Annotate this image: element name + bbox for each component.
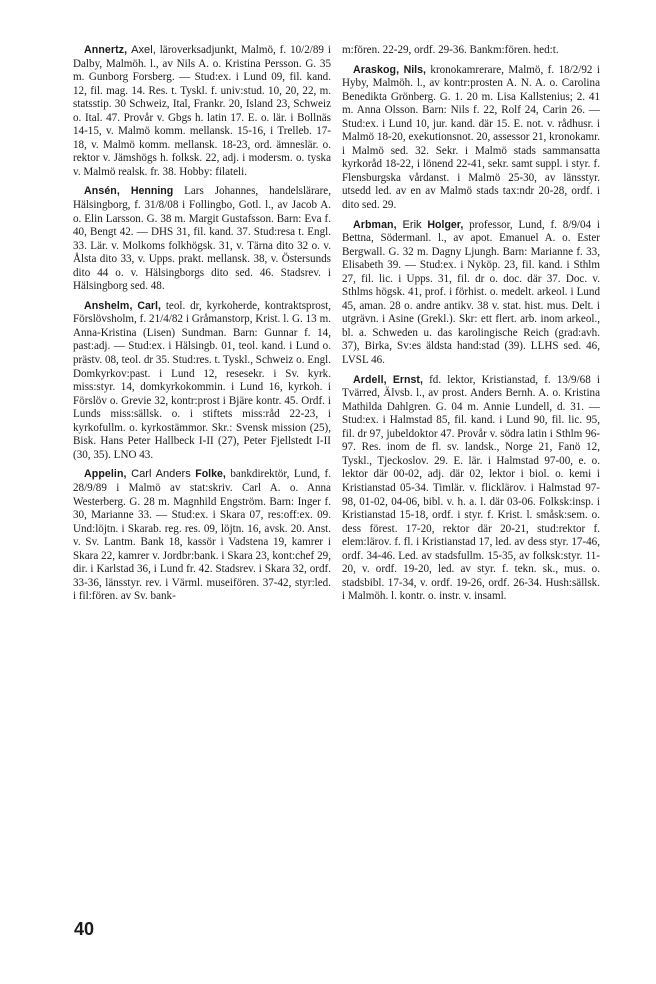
right-column (342, 44, 600, 610)
left-column (73, 44, 331, 610)
entry-bold-given: Carl, (137, 299, 161, 312)
entry-ardell (342, 374, 600, 604)
entry-bold-given: Henning (130, 185, 174, 198)
entry-arbman (342, 219, 600, 368)
entry-surname: Ardell, (353, 373, 387, 386)
entry-text: kronokamrerare, Malmö, f. 18/2/92 i Hyby, Malmöh. l., av kontr:prosten A. N. A. o. Carolina Benedikta Grönberg. G. 1. 20 m. Lisa Kallstenius; 2. 41 m. Anna Olsson. Barn: Nils f. 22, Rolf 24, Carin 26. — Stud:ex. i Lund 10, jur. kand. där 15. E. not. v. rådhusr. i Malmö 18-20, exekutionsnot. 20, assessor 21, kronokamr. i Malmö sed. 32. Sekr. i Malmö stads sammansatta kyrkoråd 18-22, i lönend 22-41, sekr. samt suppl. i styr. f. Flensburgska vårdanst. i Malmö 25-30, av länsstyr. utsedd led. av en av Malmö stads tax:ndr 20-28, ordf. i dito sed. 29. (342, 63, 600, 212)
entry-text: teol. dr, kyrkoherde, kontraktsprost, Förslövsholm, f. 21/4/82 i Gråmanstorp, Krist. l. G. 13 m. Anna-Kristina (Lisen) Sundman. Barn: Gunnar f. 14, past:adj. — Stud:ex. i Hälsingb. 01, teol. kand. i Lund o. prästv. 08, teol. dr 35. Stud:res. t. Tyskl., Schweiz o. Engl. Domkyrkov:past. i Lund 12, resesekr. i Sv. kyrk. miss:styr. 14, domkyrkokommin. i Lund 16, kyrkoh. i Förslöv o. Grevie 32, kontr:prost i Bjäre kontr. 45. Ordf. i Lunds miss:sällsk. o. i stiftets miss:råd 22-23, i kyrkofullm. o. kyrkostämmor. Skr.: Svensk mission (25), Bisk. Hans Peter Hallbeck I-II (27), Peter Fjellstedt I-II (30, 35). LNO 43. (73, 299, 331, 461)
entry-text: professor, Lund, f. 8/9/04 i Bettna, Södermanl. l., av apot. Emanuel A. o. Ester Bergwall. G. 32 m. Dagny Ljungh. Barn: Marianne f. 33, Elisabeth 39. — Stud:ex. i Nyköp. 23, fil. kand. i Sthlm 27, fil. lic. i Upps. 31, fil. dr o. doc. där 37. Doc. v. Sthlms högsk. 41, prof. i förhist. o. medelt. arkeol. i Lund 45, aman. 28 o. andre antikv. 38 v. stat. hist. mus. Delt. i utgrävn. i Asine (Grekl.). Skr: ett flert. arb. inom arkeol., bl. a. Schweden u. das karolingische Reich (grad:avh. 37), Birka, Sv:es äldsta hand:stad (39). LLHS sed. 46, LVSL 46. (342, 218, 600, 367)
entry-continuation (342, 44, 600, 58)
entry-bold-given: Nils, (403, 63, 426, 76)
entry-text: m:fören. 22-29, ordf. 29-36. Bankm:fören. hed:t. (342, 44, 559, 56)
entry-araskog (342, 64, 600, 213)
entry-surname: Araskog, (353, 63, 400, 76)
entry-surname: Ansén, (84, 185, 120, 198)
entry-surname: Anshelm, (84, 299, 133, 312)
entry-ansen (73, 185, 331, 293)
entry-given: Erik (402, 218, 422, 231)
entry-bold-given: Ernst, (392, 373, 423, 386)
entry-bold-given: Folke, (195, 468, 226, 481)
entry-annertz (73, 44, 331, 179)
entry-appelin (73, 468, 331, 603)
entry-surname: Appelin, (84, 468, 127, 481)
entry-given: Carl Anders (131, 468, 191, 481)
entry-given: Axel, (131, 44, 156, 56)
page-number: 40 (74, 919, 95, 939)
entry-anshelm (73, 300, 331, 463)
entry-surname: Annertz, (84, 44, 128, 56)
entry-text: Lars Johannes, handelslärare, Hälsingborg, f. 31/8/08 i Follingbo, Gotl. l., av Jacob A. o. Elin Larsson. G. 38 m. Margit Gustafsson. Barn: Eva f. 40, Bengt 42. — DHS 31, fil. kand. 37. Stud:resa t. Engl. 33. Lär. v. Molkoms folkhögsk. 31, v. Tärna dito 32 o. v. Ålsta dito 33, v. Upps. prakt. mellansk. 38, v. Östersunds dito 44 o. v. Hälsingborgs dito sed. 46. Stadsrev. i Hälsingborg sed. 48. (73, 185, 331, 293)
entry-text: bankdirektör, Lund, f. 28/9/89 i Malmö av stat:skriv. Carl A. o. Anna Westerberg. G. 28 m. Magnhild Engström. Barn: Inger f. 30, Marianne 33. — Stud:ex. i Skara 07, res:off:ex. 09. Und:löjtn. i Skarab. reg. res. 09, löjtn. 16, avsk. 20. Anst. v. Sv. Lantm. Bank 18, kassör i Vadstena 19, kamrer i Skara 22, kamrer v. Jordbr:bank. i Skara 23, kont:chef 29, dir. i Karlstad 36, i Lund fr. 42. Stadsrev. i Skara 32, ordf. 33-36, länsstyr. rev. i Värml. museifören. 37-42, styr:led. i fil:fören. av Sv. bank- (73, 468, 331, 603)
entry-text: läroverksadjunkt, Malmö, f. 10/2/89 i Dalby, Malmöh. l., av Nils A. o. Kristina Persson. G. 35 m. Gunborg Forsberg. — Stud:ex. i Lund 09, fil. kand. 12, fil. mag. 14. Res. t. Tyskl. f. univ:stud. 10, 20, 22, m. statsstip. 30 Schweiz, Ital, Frankr. 20, Island 23, Schweiz o. Ital. 47. Provår v. Gbgs h. latin 17. E. o. lär. i Bollnäs 14-15, v. Malmö komm. mellansk. 15-16, i Trelleb. 17-18, v. Malmö komm. mellansk. 18-23, ord. ämneslär. o. rektor v. Jämshögs h. folksk. 22, adj. i modersm. o. tyska v. Malmö realsk. fr. 38. Hobby: filateli. (73, 44, 331, 178)
entry-text: fd. lektor, Kristianstad, f. 13/9/68 i Tvärred, Älvsb. l., av prost. Anders Bernh. A. o. Kristina Mathilda Dahlgren. G. 04 m. Annie Lundell, d. 31. — Stud:ex. i Halmstad 85, fil. kand. i Lund 90, fil. lic. 95, fil. dr 97, jubeldoktor 47. Provår v. södra latin i Sthlm 96-97. Res. inom de fl. sv. landsk., Norge 21, Fanö 12, Tyskl., Tjeckoslov. 29. E. lär. i Halmstad 97-00, e. o. lektor där 00-02, adj. där 02, lektor i biol. o. kemi i Kristianstad 05-34. Timlär. v. flicklärov. i Halmstad 97-98, 01-02, 04-06, bibl. v. h. a. l. där 03-06. Folksk:insp. i Kristianstad 15-18, ordf. i styr. f. Krist. l. småsk:sem. o. dess förest. 17-20, rektor där 20-21, stud:rektor f. elem:lärov. f. fl. i Kristianstad 17, led. av dess styr. 17-46, ordf. 34-46. Led. av stadsfullm. 15-35, av folksk:styr. 11-20, v. ordf. 19-20, led. av styr. f. tekn. sk., mus. o. stadsbibl. 17-34, v. ordf. 19-26, ordf. 26-34. Hush:sällsk. i Malmöh. l. kontr. o. instr. v. insaml. (342, 373, 601, 603)
entry-bold-given: Holger, (427, 218, 464, 231)
entry-surname: Arbman, (353, 218, 397, 231)
